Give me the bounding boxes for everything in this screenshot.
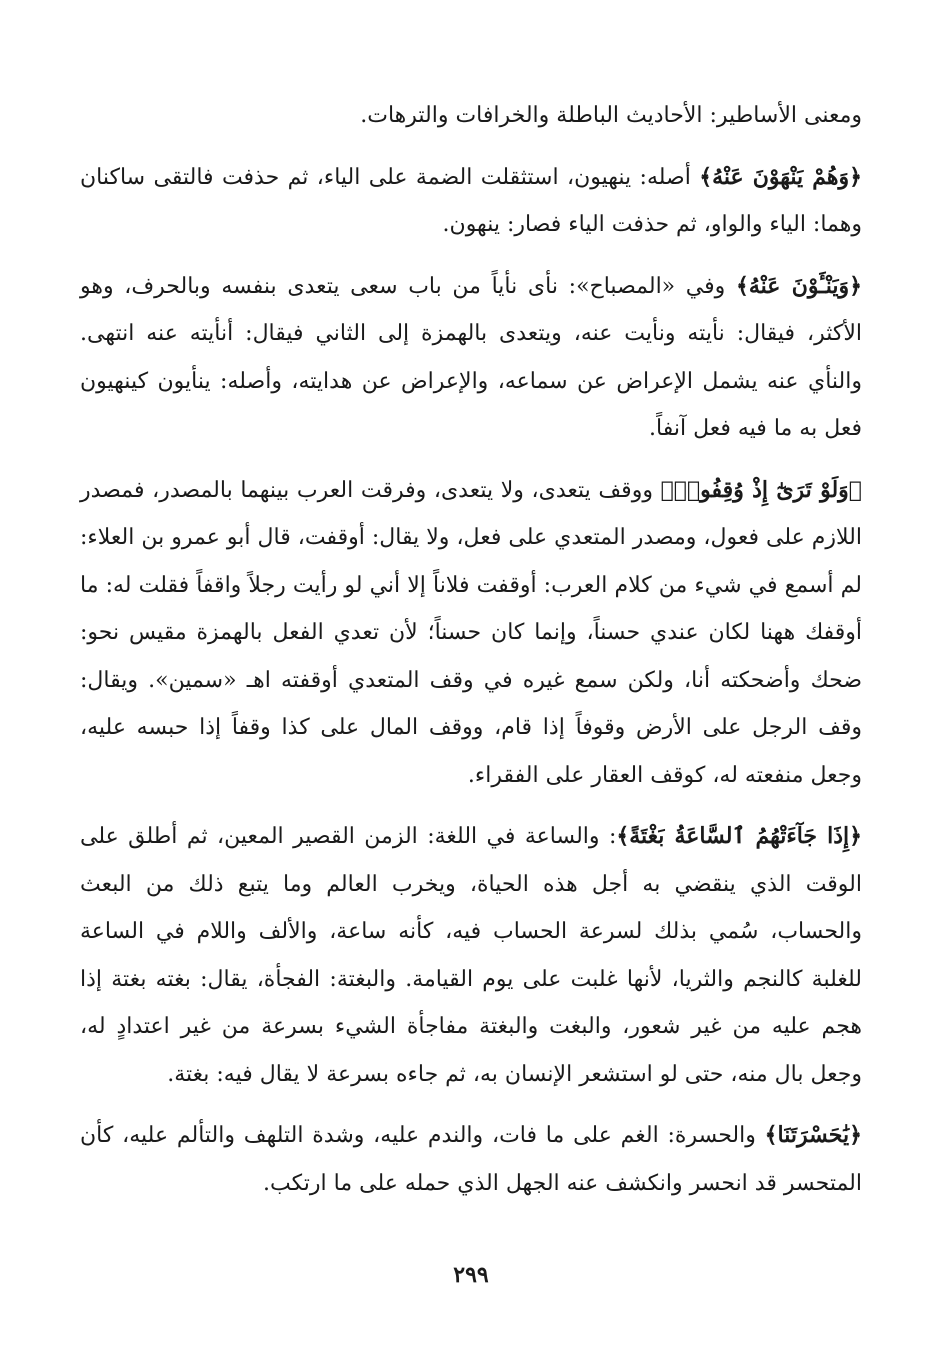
paragraph-yanhawna [80,154,862,249]
paragraph-hasratana [80,1112,862,1207]
paragraph-text: والحسرة: الغم على ما فات، والندم عليه، وشدة التلهف والتألم عليه، كأن المتحسر قد انحسر وانكشف عنه الجهل الذي حمله على ما ارتكب. [80,1123,862,1196]
paragraph-text: أصله: ينهيون، استثقلت الضمة على الياء، ثم حذفت فالتقى ساكنان وهما: الياء والواو، ثم حذفت الياء فصار: ينهون. [80,164,862,237]
quran-quote: ﴿وَيَنْـَٔوْنَ عَنْهُ﴾ [735,272,863,299]
paragraph-text: وفي «المصباح»: نأى نأياً من باب سعى يتعدى بنفسه وبالحرف، وهو الأكثر، فيقال: نأيته ونأيت عنه، ويتعدى بالهمزة إلى الثاني فيقال: أنأيته عنه انتهى. والنأي عنه يشمل الإعراض عن سماعه، والإعراض عن هدايته، وأصله: ينأيون كينهيون فعل به ما فيه فعل آنفاً. [80,273,862,441]
quran-quote: ﴿إِذَا جَآءَتْهُمُ ٱلسَّاعَةُ بَغْتَةً﴾ [616,823,862,849]
paragraph-yanawna [80,263,862,453]
quran-quote: ﴿وَلَوْ تَرَىٰٓ إِذْ وُقِفُوا۟﴾ [660,476,862,503]
paragraph-wuqifu [80,467,862,800]
quran-quote: ﴿وَهُمْ يَنْهَوْنَ عَنْهُ﴾ [699,163,863,190]
paragraph-text: ووقف يتعدى، ولا يتعدى، وفرقت العرب بينهما بالمصدر، فمصدر اللازم على فعول، ومصدر المتعدي على فعل، ولا يقال: أوقفت، قال أبو عمرو بن العلاء: لم أسمع في شيء من كلام العرب: أوقفت فلاناً إلا أني لو رأيت رجلاً واقفاً فقلت له: ما أوقفك ههنا لكان عندي حسناً، وإنما كان حسناً؛ لأن تعدي الفعل بالهمزة مقيس نحو: ضحك وأضحكته أنا، ولكن سمع غيره في وقف المتعدي أوقفته اهـ «سمين». ويقال: وقف الرجل على الأرض وقوفاً إذا قام، ووقف المال على كذا وقفاً إذا حبسه عليه، وجعل منفعته له، كوقف العقار على الفقراء. [80,477,862,788]
paragraph-text: : والساعة في اللغة: الزمن القصير المعين، ثم أطلق على الوقت الذي ينقضي به أجل هذه الحياة، ويخرب العالم وما يتبع ذلك من البعث والحساب، سُمي بذلك لسرعة الحساب فيه، كأنه ساعة، والألف واللام في الساعة للغلبة كالنجم والثريا، لأنها غلبت على يوم القيامة. والبغتة: الفجأة، يقال: بغته بغتة إذا هجم عليه من غير شعور، والبغت والبغتة مفاجأة الشيء بسرعة من غير اعتدادٍ له، وجعل بال منه، حتى لو استشعر الإنسان به، ثم جاءه بسرعة لا يقال فيه: بغتة. [80,824,862,1087]
quran-quote: ﴿يَٰحَسْرَتَنَا﴾ [764,1122,862,1148]
paragraph-text: ومعنى الأساطير: الأحاديث الباطلة والخرافات والترهات. [360,103,862,128]
paragraph-saa [80,813,862,1098]
body-text [80,92,862,1221]
paragraph-asatir [80,92,862,140]
page-number: ٢٩٩ [453,1262,489,1288]
